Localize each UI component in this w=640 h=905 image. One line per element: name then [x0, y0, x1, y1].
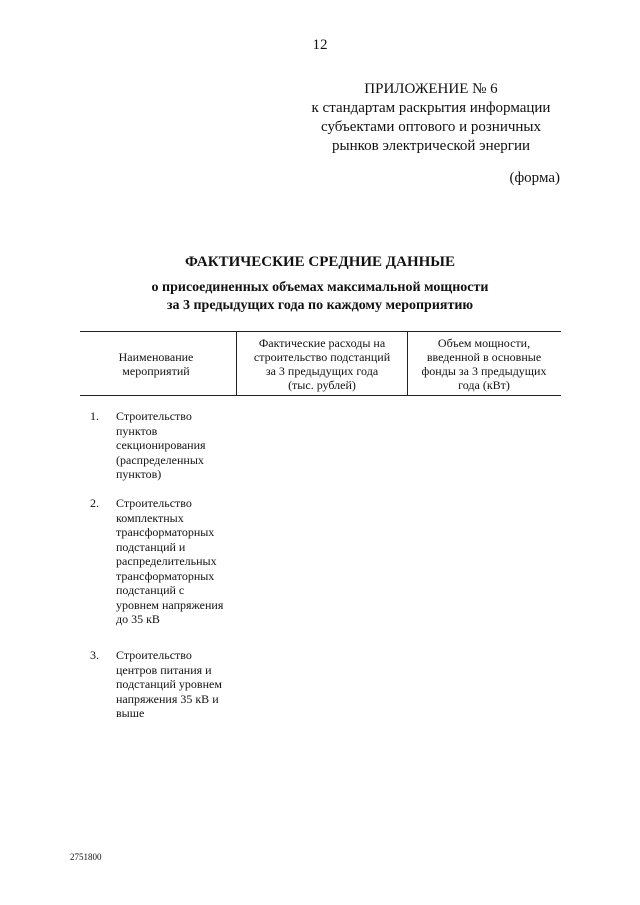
row-activity-name: [116, 496, 246, 627]
document-heading: [0, 254, 640, 315]
row-text-line: пунктов): [116, 467, 162, 481]
row-number: 2.: [90, 496, 99, 510]
row-number: 1.: [90, 409, 99, 423]
document-code: 2751800: [70, 852, 102, 862]
column-header-line: Фактические расходы на: [258, 335, 386, 350]
row-text-line: подстанций с: [116, 583, 185, 597]
appendix-line: к стандартам раскрытия информации: [311, 100, 551, 116]
row-text-line: подстанций и: [116, 539, 186, 554]
column-header-line: введенной в основные: [426, 349, 542, 364]
column-header-line: года (кВт): [458, 377, 510, 392]
column-header-costs: [236, 332, 408, 395]
row-text-line: Строительство: [116, 409, 192, 423]
row-text-line: секционирования: [116, 438, 206, 452]
row-text-line: уровнем напряжения: [116, 597, 224, 612]
row-text-line: до 35 кВ: [116, 612, 160, 626]
row-text-line: Строительство: [116, 648, 192, 662]
row-number: 3.: [90, 648, 99, 662]
row-text-line: пунктов: [116, 423, 158, 438]
column-header-line: мероприятий: [122, 363, 190, 378]
row-activity-name: [116, 648, 246, 721]
heading-title: ФАКТИЧЕСКИЕ СРЕДНИЕ ДАННЫЕ: [184, 254, 456, 270]
column-header-line: Наименование: [118, 349, 194, 364]
appendix-line: субъектами оптового и розничных: [321, 119, 541, 135]
heading-subtitle-line: за 3 предыдущих года по каждому мероприятию: [166, 298, 474, 313]
column-header-line: за 3 предыдущих года: [265, 363, 379, 378]
row-text-line: Строительство: [116, 496, 192, 510]
row-activity-name: [116, 409, 246, 482]
page-number: 12: [312, 37, 328, 53]
column-header-line: (тыс. рублей): [288, 377, 356, 392]
row-text-line: выше: [116, 706, 145, 720]
appendix-line: рынков электрической энергии: [332, 138, 530, 154]
column-header-name: [80, 332, 232, 395]
appendix-title: ПРИЛОЖЕНИЕ № 6: [364, 81, 498, 97]
heading-subtitle-line: о присоединенных объемах максимальной мощности: [151, 280, 489, 295]
row-text-line: трансформаторных: [116, 525, 215, 539]
column-header-line: фонды за 3 предыдущих: [421, 363, 547, 378]
table-header: [80, 331, 561, 396]
row-text-line: (распределенных: [116, 452, 204, 467]
row-text-line: комплектных: [116, 510, 184, 525]
column-header-capacity: [407, 332, 561, 395]
appendix-block: [300, 80, 562, 156]
row-text-line: подстанций уровнем: [116, 677, 222, 691]
row-text-line: напряжения 35 кВ и: [116, 691, 219, 706]
column-header-line: Объем мощности,: [437, 335, 531, 350]
row-text-line: распределительных: [116, 554, 217, 568]
row-text-line: трансформаторных: [116, 568, 215, 583]
column-header-line: строительство подстанций: [253, 349, 391, 364]
form-label: (форма): [509, 170, 560, 186]
row-text-line: центров питания и: [116, 662, 212, 677]
